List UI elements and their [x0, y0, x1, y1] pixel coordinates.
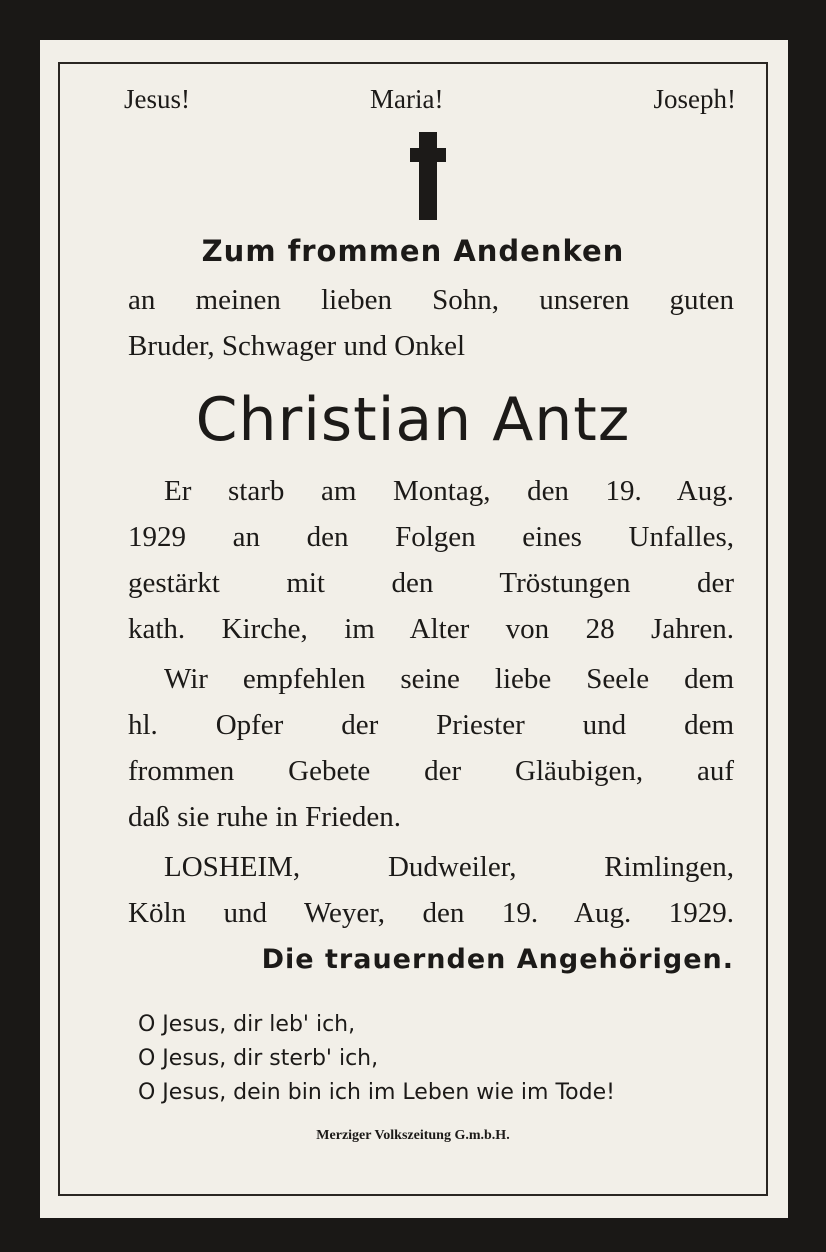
prayer-request-line: frommen Gebete der Gläubigen, auf [128, 755, 734, 787]
closing-prayer-line: O Jesus, dein bin ich im Leben wie im Tode! [138, 1080, 615, 1105]
invocation-jesus: Jesus! [124, 84, 190, 114]
place-date-line: Köln und Weyer, den 19. Aug. 1929. [128, 897, 734, 929]
prayer-request-line: Wir empfehlen seine liebe Seele dem [164, 663, 734, 695]
invocation-joseph: Joseph! [653, 84, 736, 114]
notice-line: kath. Kirche, im Alter von 28 Jahren. [128, 613, 734, 645]
invocation-maria: Maria! [370, 84, 444, 114]
signoff: Die trauernden Angehörigen. [261, 944, 734, 975]
notice-line: Er starb am Montag, den 19. Aug. [164, 475, 734, 507]
deceased-name: Christian Antz [195, 385, 631, 455]
invocations [124, 84, 736, 124]
heading: Zum frommen Andenken [201, 234, 625, 268]
prayer-request-line: daß sie ruhe in Frieden. [128, 801, 402, 833]
printer-imprint: Merziger Volkszeitung G.m.b.H. [316, 1128, 510, 1143]
notice-line: gestärkt mit den Tröstungen der [128, 567, 734, 599]
closing-prayer-line: O Jesus, dir leb' ich, [138, 1012, 356, 1037]
notice-line: 1929 an den Folgen eines Unfalles, [128, 521, 734, 553]
prayer-request-line: hl. Opfer der Priester und dem [128, 709, 734, 741]
latin-cross-icon [408, 132, 448, 220]
dedication-line: an meinen lieben Sohn, unseren guten [128, 284, 734, 316]
dedication-line: Bruder, Schwager und Onkel [128, 330, 466, 362]
place-date-line: LOSHEIM, Dudweiler, Rimlingen, [164, 851, 734, 883]
closing-prayer-line: O Jesus, dir sterb' ich, [138, 1046, 379, 1071]
